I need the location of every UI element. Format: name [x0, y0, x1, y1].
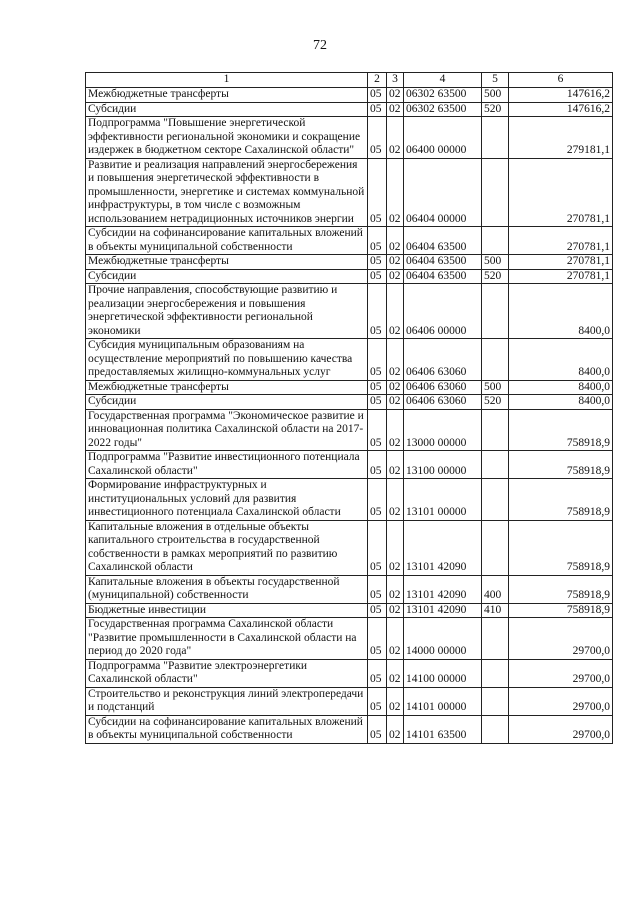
row-subsection: 02 — [387, 117, 404, 159]
row-subsection: 02 — [387, 227, 404, 255]
row-description: Капитальные вложения в объекты государственной (муниципальной) собственности — [86, 575, 368, 603]
row-amount: 758918,9 — [509, 603, 613, 618]
row-amount: 279181,1 — [509, 117, 613, 159]
row-description: Развитие и реализация направлений энергосбережения и повышения энергетической эффективности в промышленности, энергетике и системах коммунальной инфраструктуры, в том числе с возможным использованием нетрадиционных источников энергии — [86, 158, 368, 227]
row-target-article: 06406 63060 — [404, 339, 482, 381]
row-description: Субсидии — [86, 269, 368, 284]
row-subsection: 02 — [387, 715, 404, 743]
row-expense-type: 500 — [482, 380, 509, 395]
row-description: Подпрограмма "Развитие электроэнергетики Сахалинской области" — [86, 659, 368, 687]
row-description: Субсидия муниципальным образованиям на осуществление мероприятий по повышению качества предоставляемых жилищно-коммунальных услуг — [86, 339, 368, 381]
table-row — [86, 603, 613, 618]
header-col-1: 1 — [86, 73, 368, 88]
row-target-article: 13000 00000 — [404, 409, 482, 451]
row-subsection: 02 — [387, 603, 404, 618]
row-amount: 270781,1 — [509, 158, 613, 227]
row-section: 05 — [368, 102, 387, 117]
row-section: 05 — [368, 380, 387, 395]
row-section: 05 — [368, 158, 387, 227]
row-subsection: 02 — [387, 102, 404, 117]
row-section: 05 — [368, 269, 387, 284]
budget-table — [85, 72, 613, 744]
row-section: 05 — [368, 284, 387, 339]
row-section: 05 — [368, 395, 387, 410]
row-target-article: 06404 63500 — [404, 255, 482, 270]
header-col-6: 6 — [509, 73, 613, 88]
row-subsection: 02 — [387, 255, 404, 270]
row-expense-type: 520 — [482, 269, 509, 284]
row-amount: 8400,0 — [509, 395, 613, 410]
table-row — [86, 715, 613, 743]
row-expense-type — [482, 451, 509, 479]
row-expense-type: 410 — [482, 603, 509, 618]
row-subsection: 02 — [387, 687, 404, 715]
row-description: Прочие направления, способствующие развитию и реализации энергосбережения и повышения энергетической эффективности региональной экономики — [86, 284, 368, 339]
row-expense-type: 520 — [482, 395, 509, 410]
row-description: Субсидии на софинансирование капитальных вложений в объекты муниципальной собственности — [86, 227, 368, 255]
row-target-article: 06406 63060 — [404, 380, 482, 395]
header-col-3: 3 — [387, 73, 404, 88]
row-amount: 270781,1 — [509, 255, 613, 270]
table-row — [86, 618, 613, 660]
table-row — [86, 117, 613, 159]
table-row — [86, 451, 613, 479]
row-amount: 8400,0 — [509, 284, 613, 339]
row-target-article: 14000 00000 — [404, 618, 482, 660]
row-section: 05 — [368, 520, 387, 575]
row-amount: 29700,0 — [509, 687, 613, 715]
row-section: 05 — [368, 715, 387, 743]
row-target-article: 06406 00000 — [404, 284, 482, 339]
row-target-article: 06400 00000 — [404, 117, 482, 159]
table-row — [86, 380, 613, 395]
row-subsection: 02 — [387, 395, 404, 410]
row-target-article: 14101 00000 — [404, 687, 482, 715]
row-subsection: 02 — [387, 409, 404, 451]
table-row — [86, 659, 613, 687]
row-description: Формирование инфраструктурных и институциональных условий для развития инвестиционного потенциала Сахалинской области — [86, 479, 368, 521]
row-description: Государственная программа Сахалинской области "Развитие промышленности в Сахалинской области на период до 2020 года" — [86, 618, 368, 660]
table-row — [86, 409, 613, 451]
table-row — [86, 269, 613, 284]
row-subsection: 02 — [387, 284, 404, 339]
row-expense-type: 500 — [482, 255, 509, 270]
page-number: 72 — [313, 38, 327, 53]
table-row — [86, 227, 613, 255]
table-row — [86, 395, 613, 410]
table-row — [86, 255, 613, 270]
table-row — [86, 88, 613, 103]
row-target-article: 06404 00000 — [404, 158, 482, 227]
row-expense-type — [482, 227, 509, 255]
row-target-article: 13101 00000 — [404, 479, 482, 521]
row-target-article: 06406 63060 — [404, 395, 482, 410]
row-expense-type — [482, 339, 509, 381]
row-description: Межбюджетные трансферты — [86, 88, 368, 103]
row-expense-type — [482, 715, 509, 743]
row-target-article: 13101 42090 — [404, 603, 482, 618]
row-subsection: 02 — [387, 659, 404, 687]
row-target-article: 13101 42090 — [404, 575, 482, 603]
row-target-article: 13100 00000 — [404, 451, 482, 479]
row-section: 05 — [368, 255, 387, 270]
row-description: Субсидии — [86, 102, 368, 117]
row-subsection: 02 — [387, 88, 404, 103]
row-expense-type — [482, 158, 509, 227]
table-row — [86, 158, 613, 227]
row-target-article: 06404 63500 — [404, 269, 482, 284]
table-row — [86, 520, 613, 575]
row-section: 05 — [368, 117, 387, 159]
table-row — [86, 339, 613, 381]
row-expense-type: 400 — [482, 575, 509, 603]
row-expense-type — [482, 284, 509, 339]
row-expense-type — [482, 117, 509, 159]
row-section: 05 — [368, 659, 387, 687]
table-row — [86, 102, 613, 117]
row-section: 05 — [368, 227, 387, 255]
row-section: 05 — [368, 575, 387, 603]
row-target-article: 06302 63500 — [404, 102, 482, 117]
row-description: Межбюджетные трансферты — [86, 380, 368, 395]
row-expense-type — [482, 687, 509, 715]
row-amount: 758918,9 — [509, 409, 613, 451]
row-description: Субсидии — [86, 395, 368, 410]
row-section: 05 — [368, 687, 387, 715]
row-amount: 758918,9 — [509, 520, 613, 575]
header-col-2: 2 — [368, 73, 387, 88]
row-subsection: 02 — [387, 380, 404, 395]
table-row — [86, 575, 613, 603]
row-amount: 8400,0 — [509, 339, 613, 381]
row-amount: 8400,0 — [509, 380, 613, 395]
row-subsection: 02 — [387, 575, 404, 603]
row-description: Подпрограмма "Развитие инвестиционного потенциала Сахалинской области" — [86, 451, 368, 479]
row-expense-type — [482, 618, 509, 660]
row-section: 05 — [368, 409, 387, 451]
row-amount: 147616,2 — [509, 102, 613, 117]
row-target-article: 06302 63500 — [404, 88, 482, 103]
row-target-article: 14101 63500 — [404, 715, 482, 743]
table-row — [86, 687, 613, 715]
row-section: 05 — [368, 618, 387, 660]
row-description: Строительство и реконструкция линий электропередачи и подстанций — [86, 687, 368, 715]
row-subsection: 02 — [387, 451, 404, 479]
header-col-4: 4 — [404, 73, 482, 88]
row-expense-type — [482, 409, 509, 451]
row-amount: 29700,0 — [509, 618, 613, 660]
row-section: 05 — [368, 603, 387, 618]
row-expense-type: 520 — [482, 102, 509, 117]
row-subsection: 02 — [387, 520, 404, 575]
header-col-5: 5 — [482, 73, 509, 88]
row-subsection: 02 — [387, 158, 404, 227]
row-target-article: 06404 63500 — [404, 227, 482, 255]
row-amount: 758918,9 — [509, 479, 613, 521]
table-row — [86, 479, 613, 521]
table-header-row — [86, 73, 613, 88]
row-amount: 270781,1 — [509, 227, 613, 255]
row-description: Субсидии на софинансирование капитальных вложений в объекты муниципальной собственности — [86, 715, 368, 743]
row-description: Межбюджетные трансферты — [86, 255, 368, 270]
row-amount: 758918,9 — [509, 451, 613, 479]
row-subsection: 02 — [387, 618, 404, 660]
row-section: 05 — [368, 479, 387, 521]
row-amount: 29700,0 — [509, 715, 613, 743]
row-target-article: 13101 42090 — [404, 520, 482, 575]
row-subsection: 02 — [387, 479, 404, 521]
row-description: Капитальные вложения в отдельные объекты капитального строительства в государственной собственности в рамках мероприятий по развитию Сахалинской области — [86, 520, 368, 575]
row-amount: 758918,9 — [509, 575, 613, 603]
row-description: Бюджетные инвестиции — [86, 603, 368, 618]
row-section: 05 — [368, 88, 387, 103]
row-subsection: 02 — [387, 269, 404, 284]
row-description: Государственная программа "Экономическое развитие и инновационная политика Сахалинской области на 2017-2022 годы" — [86, 409, 368, 451]
row-target-article: 14100 00000 — [404, 659, 482, 687]
row-amount: 29700,0 — [509, 659, 613, 687]
row-subsection: 02 — [387, 339, 404, 381]
row-description: Подпрограмма "Повышение энергетической эффективности региональной экономики и сокращение издержек в бюджетном секторе Сахалинской области" — [86, 117, 368, 159]
table-row — [86, 284, 613, 339]
row-expense-type — [482, 520, 509, 575]
row-expense-type: 500 — [482, 88, 509, 103]
row-amount: 270781,1 — [509, 269, 613, 284]
row-section: 05 — [368, 451, 387, 479]
row-section: 05 — [368, 339, 387, 381]
row-expense-type — [482, 659, 509, 687]
row-amount: 147616,2 — [509, 88, 613, 103]
row-expense-type — [482, 479, 509, 521]
